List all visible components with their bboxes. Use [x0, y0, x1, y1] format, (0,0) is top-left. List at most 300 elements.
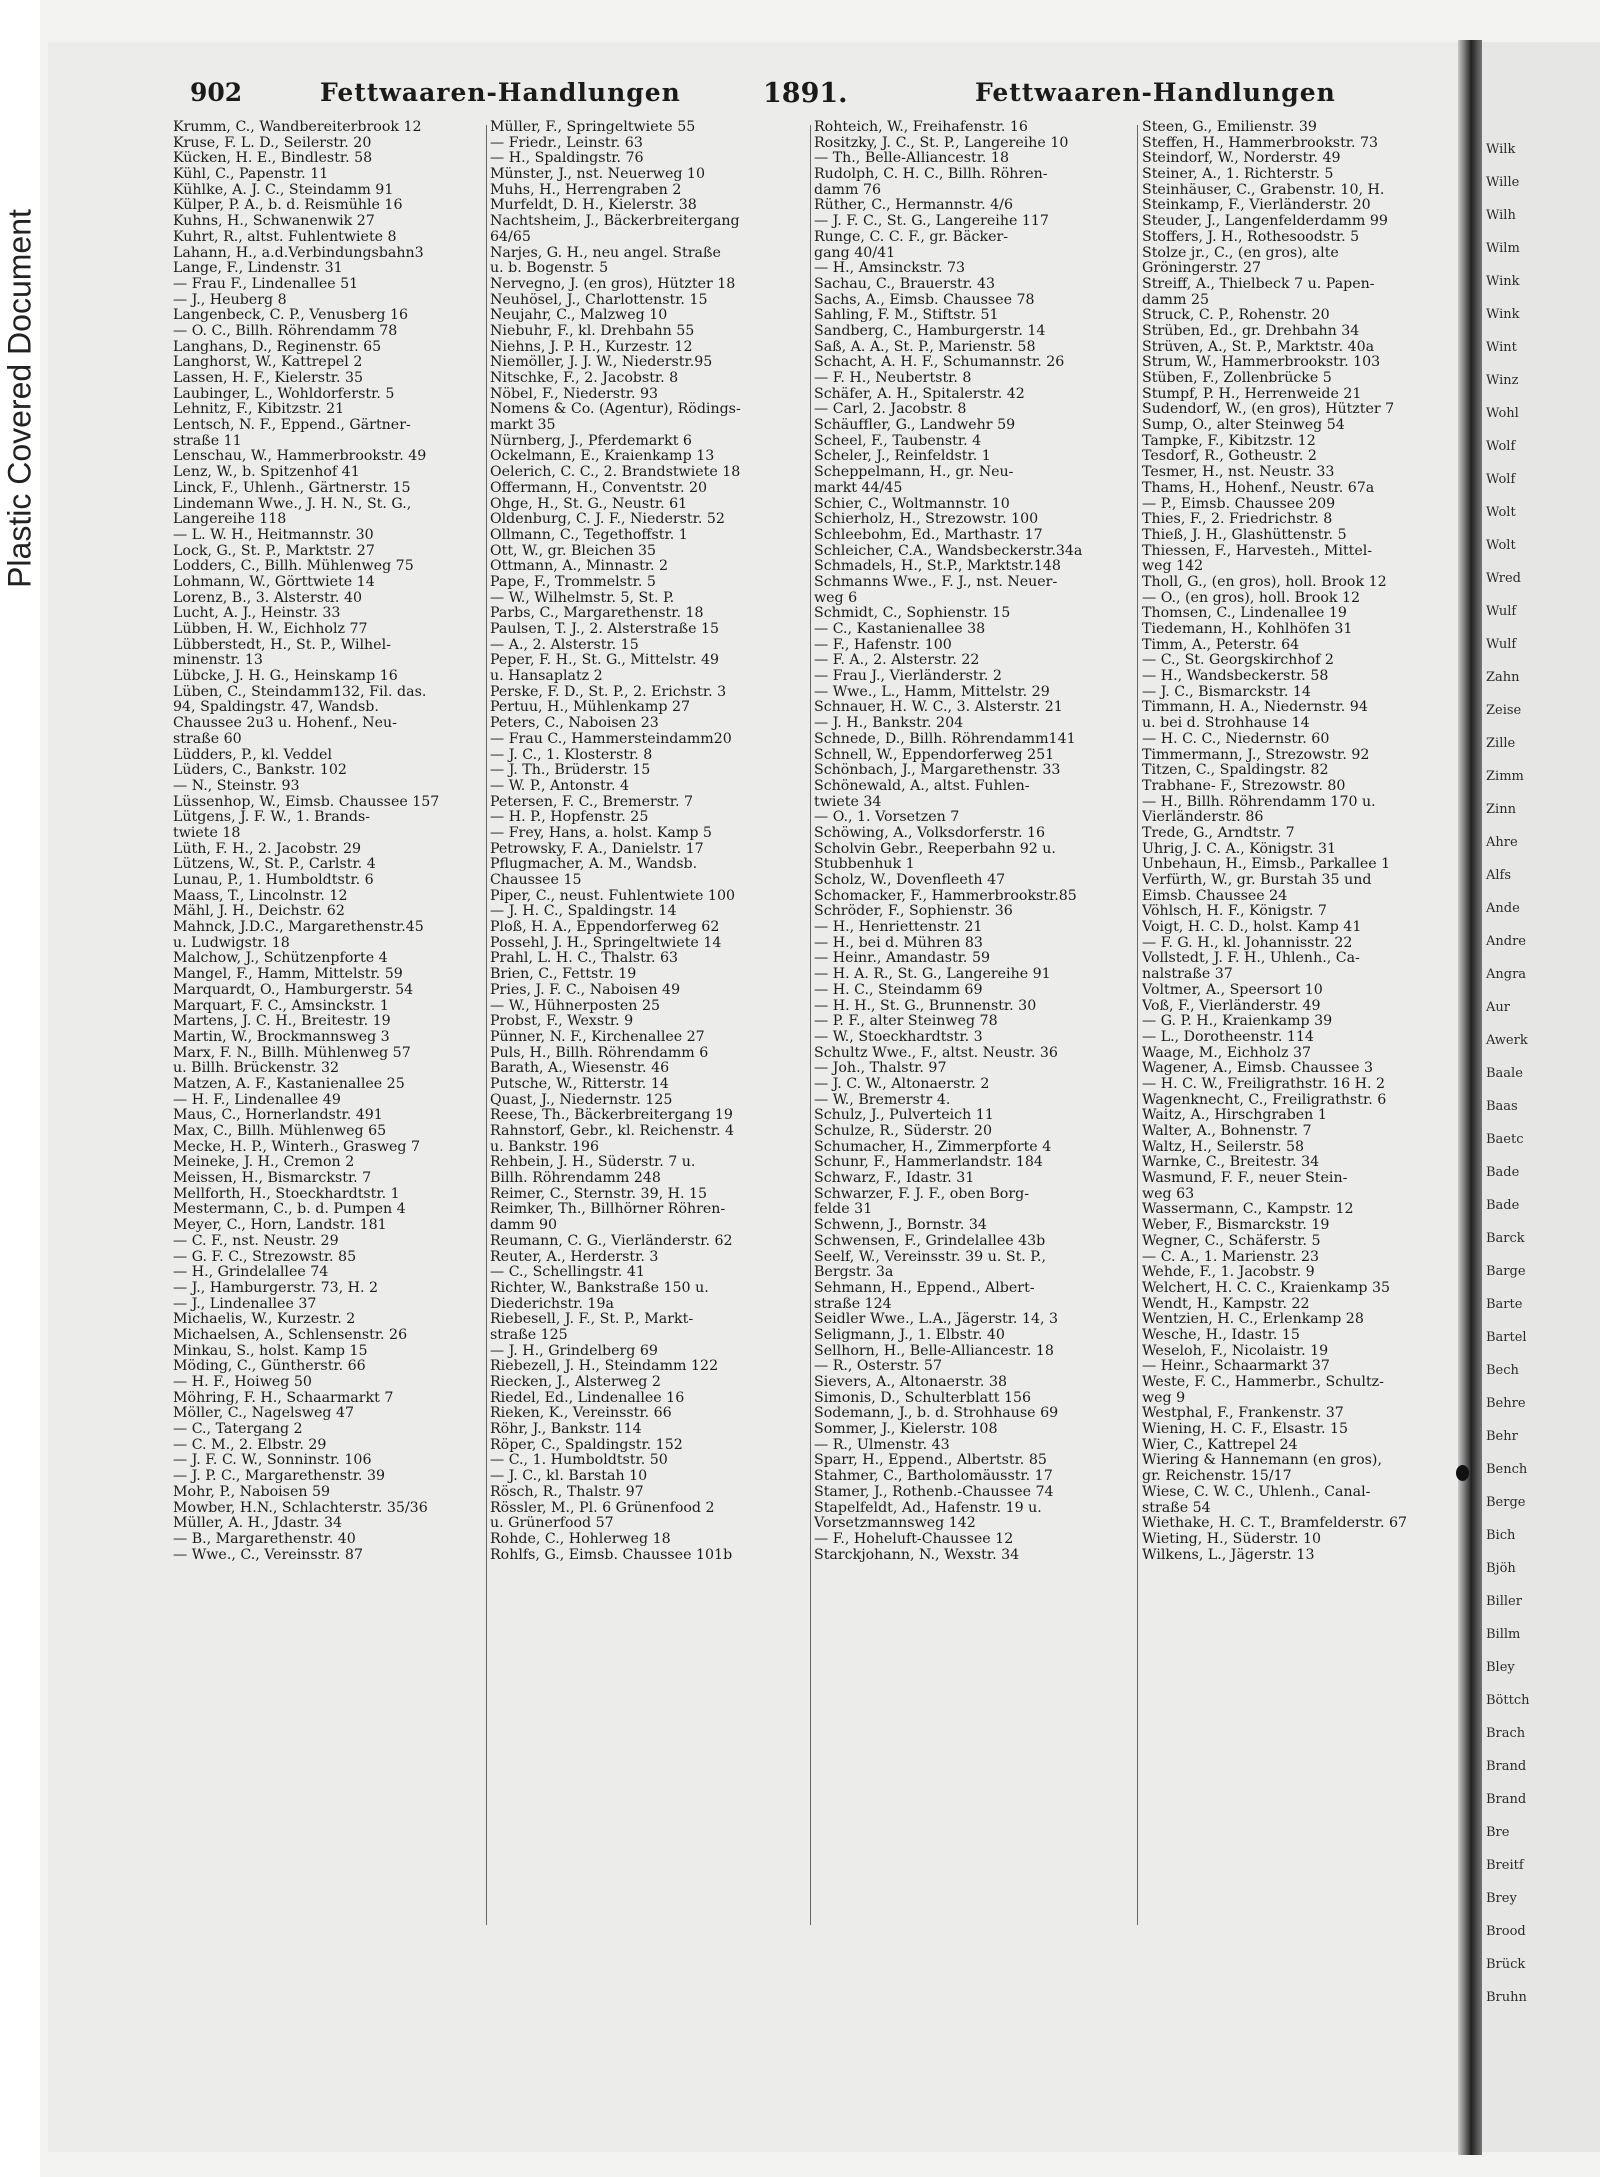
directory-entry: Nöbel, F., Niederstr. 93 [490, 386, 659, 402]
directory-entry: — Wwe., L., Hamm, Mittelstr. 29 [814, 684, 1050, 700]
directory-entry: Eimsb. Chaussee 24 [1142, 888, 1288, 904]
next-page-fragment: Bade [1486, 1198, 1520, 1213]
directory-entry: Schunr, F., Hammerlandstr. 184 [814, 1155, 1043, 1171]
next-page-fragment: Wilm [1486, 241, 1520, 256]
directory-entry: — Joh., Thalstr. 97 [814, 1061, 947, 1077]
directory-entry: Marquardt, O., Hamburgerstr. 54 [173, 982, 414, 998]
directory-entry: Schönbach, J., Margarethenstr. 33 [814, 763, 1061, 779]
directory-entry: Voigt, H. C. D., holst. Kamp 41 [1142, 920, 1362, 936]
directory-entry: straße 60 [173, 731, 242, 747]
directory-entry: Lucht, A. J., Heinstr. 33 [173, 606, 341, 622]
directory-entry: Lübcke, J. H. G., Heinskamp 16 [173, 669, 398, 685]
sidebar-label-strip [0, 0, 40, 2177]
directory-entry: — H. P., Hopfenstr. 25 [490, 810, 649, 826]
next-page-fragment: Wolf [1486, 472, 1516, 487]
directory-entry: — Friedr., Leinstr. 63 [490, 135, 643, 151]
directory-entry: Oelerich, C. C., 2. Brandstwiete 18 [490, 465, 741, 481]
directory-entry: — J. P. C., Margarethenstr. 39 [173, 1469, 386, 1485]
directory-entry: Lorenz, B., 3. Alsterstr. 40 [173, 590, 362, 606]
next-page-fragment: Brey [1486, 1891, 1517, 1906]
next-page-fragment: Baas [1486, 1099, 1518, 1114]
next-page-fragment: Awerk [1486, 1033, 1528, 1048]
directory-entry: gr. Reichenstr. 15/17 [1142, 1469, 1292, 1485]
directory-entry: — H. F., Hoiweg 50 [173, 1375, 312, 1390]
directory-entry: Putsche, W., Ritterstr. 14 [490, 1076, 669, 1092]
directory-entry: Nomens & Co. (Agentur), Rödings- [490, 402, 741, 418]
directory-entry: markt 35 [490, 418, 556, 434]
directory-entry: Schnauer, H. W. C., 3. Alsterstr. 21 [814, 700, 1063, 716]
directory-entry: — C., Schellingstr. 41 [490, 1265, 645, 1281]
directory-column-4 [1142, 120, 1462, 1563]
directory-entry: Schwarzer, F. J. F., oben Borg- [814, 1186, 1030, 1202]
directory-entry: Schnede, D., Billh. Röhrendamm141 [814, 731, 1076, 747]
directory-entry: Schomacker, F., Hammerbrookstr.85 [814, 888, 1077, 904]
next-page-fragment: Wint [1486, 340, 1517, 355]
directory-entry: Schacht, A. H. F., Schumannstr. 26 [814, 355, 1065, 371]
directory-entry: Mähl, J. H., Deichstr. 62 [173, 904, 345, 920]
directory-entry: Chaussee 2u3 u. Hohenf., Neu- [173, 716, 397, 732]
next-page-fragment: Baale [1486, 1066, 1523, 1081]
directory-entry: Krumm, C., Wandbereiterbrook 12 [173, 120, 422, 135]
directory-entry: Peters, C., Naboisen 23 [490, 716, 659, 732]
next-page-fragment: Alfs [1486, 868, 1512, 883]
directory-entry: — W., Hühnerposten 25 [490, 998, 660, 1014]
next-page-fragment: Wilk [1486, 142, 1516, 157]
directory-entry: Wiethake, H. C. T., Bramfelderstr. 67 [1142, 1516, 1408, 1532]
directory-entry: 64/65 [490, 229, 531, 245]
directory-entry: Schmidt, C., Sophienstr. 15 [814, 606, 1011, 622]
directory-entry: — H., Wandsbeckerstr. 58 [1142, 669, 1329, 685]
next-page-fragment: Barck [1486, 1231, 1525, 1246]
directory-entry: Seidler Wwe., L.A., Jägerstr. 14, 3 [814, 1312, 1059, 1328]
directory-entry: — G. F. C., Strezowstr. 85 [173, 1249, 357, 1265]
directory-entry: — W., Wilhelmstr. 5, St. P. [490, 590, 675, 606]
directory-entry: Niemöller, J. J. W., Niederstr.95 [490, 355, 713, 371]
directory-entry: Langhans, D., Reginenstr. 65 [173, 339, 382, 355]
directory-entry: Lock, G., St. P., Marktstr. 27 [173, 543, 375, 559]
directory-entry: Ottmann, A., Minnastr. 2 [490, 559, 669, 575]
directory-entry: Steuder, J., Langenfelderdamm 99 [1142, 214, 1388, 230]
directory-entry: — W. P., Antonstr. 4 [490, 778, 630, 794]
directory-entry: Röhr, J., Bankstr. 114 [490, 1422, 642, 1438]
directory-entry: — H. H., St. G., Brunnenstr. 30 [814, 998, 1037, 1014]
directory-entry: Kuhns, H., Schwanenwik 27 [173, 214, 375, 230]
next-page-fragment: Bartel [1486, 1330, 1527, 1345]
directory-entry: Scheel, F., Taubenstr. 4 [814, 433, 982, 449]
page-number: 902 [190, 78, 243, 107]
directory-entry: Langereihe 118 [173, 512, 287, 528]
directory-entry: Schulze, R., Süderstr. 20 [814, 1124, 992, 1139]
directory-entry: Maass, T., Lincolnstr. 12 [173, 888, 348, 904]
directory-entry: Schultz Wwe., F., altst. Neustr. 36 [814, 1045, 1058, 1061]
directory-entry: Peper, F. H., St. G., Mittelstr. 49 [490, 653, 720, 669]
directory-entry: — B., Margarethenstr. 40 [173, 1531, 356, 1547]
directory-entry: Stoffers, J. H., Rothesoodstr. 5 [1142, 229, 1360, 245]
directory-entry: Steiner, A., 1. Richterstr. 5 [1142, 167, 1334, 183]
directory-entry: Runge, C. C. F., gr. Bäcker- [814, 229, 1009, 245]
directory-entry: Möller, C., Nagelsweg 47 [173, 1406, 355, 1422]
directory-entry: Sandberg, C., Hamburgerstr. 14 [814, 323, 1046, 339]
directory-entry: Lenschau, W., Hammerbrookstr. 49 [173, 449, 427, 465]
directory-entry: Nürnberg, J., Pferdemarkt 6 [490, 433, 692, 449]
directory-entry: Mohr, P., Naboisen 59 [173, 1484, 331, 1500]
directory-entry: Lenz, W., b. Spitzenhof 41 [173, 465, 360, 481]
directory-entry: — O., (en gros), holl. Brook 12 [1142, 590, 1361, 606]
directory-entry: Scholvin Gebr., Reeperbahn 92 u. [814, 841, 1056, 857]
directory-entry: Thams, H., Hohenf., Neustr. 67a [1142, 480, 1375, 496]
next-page-fragment: Zeise [1486, 703, 1522, 718]
directory-entry: Schleicher, C.A., Wandsbeckerstr.34a [814, 543, 1083, 559]
directory-entry: — C. M., 2. Elbstr. 29 [173, 1437, 327, 1453]
directory-entry: Lehnitz, F., Kibitzstr. 21 [173, 402, 345, 418]
directory-entry: Stumpf, P. H., Herrenweide 21 [1142, 386, 1362, 402]
directory-entry: Vierländerstr. 86 [1142, 810, 1264, 826]
directory-entry: Weber, F., Bismarckstr. 19 [1142, 1218, 1330, 1234]
directory-entry: Steindorf, W., Norderstr. 49 [1142, 151, 1341, 167]
directory-entry: Tesmer, H., nst. Neustr. 33 [1142, 465, 1335, 481]
directory-entry: — H. C., Steindamm 69 [814, 982, 983, 998]
directory-entry: Murfeldt, D. H., Kielerstr. 38 [490, 198, 697, 214]
directory-entry: — J. H., Bankstr. 204 [814, 716, 964, 732]
next-page-fragment: Bade [1486, 1165, 1520, 1180]
directory-entry: Puls, H., Billh. Röhrendamm 6 [490, 1045, 709, 1061]
directory-entry: Wegner, C., Schäferstr. 5 [1142, 1233, 1321, 1249]
next-page-fragment: Bech [1486, 1363, 1519, 1378]
directory-entry: Vorsetzmannsweg 142 [814, 1516, 976, 1532]
directory-entry: Mestermann, C., b. d. Pumpen 4 [173, 1202, 406, 1218]
directory-entry: Streiff, A., Thielbeck 7 u. Papen- [1142, 276, 1375, 292]
directory-entry: Wasmund, F. F., neuer Stein- [1142, 1171, 1348, 1187]
directory-entry: u. Hansaplatz 2 [490, 669, 603, 685]
next-page-fragment: Andre [1486, 934, 1526, 949]
next-page-fragment: Wulf [1486, 637, 1517, 652]
directory-entry: Parbs, C., Margarethenstr. 18 [490, 606, 704, 622]
directory-entry: Waltz, H., Seilerstr. 58 [1142, 1139, 1305, 1155]
directory-entry: Oldenburg, C. J. F., Niederstr. 52 [490, 512, 725, 528]
directory-entry: Ohge, H., St. G., Neustr. 61 [490, 496, 688, 512]
directory-entry: — Carl, 2. Jacobstr. 8 [814, 402, 967, 418]
directory-entry: u. b. Bogenstr. 5 [490, 261, 609, 277]
directory-entry: Ollmann, C., Tegethoffstr. 1 [490, 527, 688, 543]
directory-entry: Trabhane- F., Strezowstr. 80 [1142, 778, 1346, 794]
directory-entry: Mangel, F., Hamm, Mittelstr. 59 [173, 967, 403, 983]
directory-entry: Schwarz, F., Idastr. 31 [814, 1171, 975, 1187]
directory-entry: Sommer, J., Kielerstr. 108 [814, 1422, 998, 1438]
directory-entry: twiete 34 [814, 794, 882, 810]
next-page-fragment: Wohl [1486, 406, 1519, 421]
directory-entry: Schierholz, H., Strezowstr. 100 [814, 512, 1039, 528]
directory-entry: — F. G. H., kl. Johannisstr. 22 [1142, 935, 1353, 951]
directory-entry: Schwenn, J., Bornstr. 34 [814, 1218, 987, 1234]
directory-entry: Stolze jr., C., (en gros), alte [1142, 245, 1339, 261]
directory-entry: Stapelfeldt, Ad., Hafenstr. 19 u. [814, 1500, 1042, 1516]
directory-entry: Chaussee 15 [490, 873, 582, 888]
directory-entry: Külper, P. A., b. d. Reismühle 16 [173, 198, 403, 214]
next-page-fragment: Bley [1486, 1660, 1515, 1675]
directory-entry: Sudendorf, W., (en gros), Hützter 7 [1142, 402, 1395, 418]
directory-entry: Wiening, H. C. F., Elsastr. 15 [1142, 1422, 1349, 1438]
directory-entry: Martens, J. C. H., Breitestr. 19 [173, 1014, 391, 1030]
directory-entry: Wentzien, H. C., Erlenkamp 28 [1142, 1312, 1364, 1328]
directory-entry: Petrowsky, F. A., Danielstr. 17 [490, 841, 704, 857]
directory-entry: Thieß, J. H., Glashüttenstr. 5 [1142, 527, 1347, 543]
directory-entry: Schleebohm, Ed., Marthastr. 17 [814, 527, 1043, 543]
directory-entry: Reese, Th., Bäckerbreitergang 19 [490, 1108, 733, 1124]
directory-entry: — C., St. Georgskirchhof 2 [1142, 653, 1334, 669]
directory-entry: Wier, C., Kattrepel 24 [1142, 1437, 1298, 1453]
directory-entry: Richter, W., Bankstraße 150 u. [490, 1280, 709, 1296]
directory-entry: Lütgens, J. F. W., 1. Brands- [173, 810, 371, 826]
directory-entry: — H. C. W., Freiligrathstr. 16 H. 2 [1142, 1076, 1386, 1092]
directory-entry: Westphal, F., Frankenstr. 37 [1142, 1406, 1344, 1422]
directory-entry: — L. W. H., Heitmannstr. 30 [173, 527, 374, 543]
directory-entry: Lüders, C., Bankstr. 102 [173, 763, 347, 779]
directory-entry: — W., Bremerstr 4. [814, 1092, 951, 1108]
directory-entry: Strüven, A., St. P., Marktstr. 40a [1142, 339, 1375, 355]
directory-entry: u. Bankstr. 196 [490, 1139, 600, 1155]
next-page-fragment: Wink [1486, 274, 1520, 289]
next-page-fragment: Wulf [1486, 604, 1517, 619]
directory-entry: Tesdorf, R., Gotheustr. 2 [1142, 449, 1317, 465]
directory-entry: Mahnck, J.D.C., Margarethenstr.45 [173, 920, 424, 936]
directory-entry: Schönewald, A., altst. Fuhlen- [814, 778, 1030, 794]
directory-entry: Struck, C. P., Rohenstr. 20 [1142, 308, 1330, 324]
directory-entry: Max, C., Billh. Mühlenweg 65 [173, 1124, 387, 1139]
directory-entry: Steinkamp, F., Vierländerstr. 20 [1142, 198, 1371, 214]
next-page-fragment: Behr [1486, 1429, 1518, 1444]
directory-entry: Possehl, J. H., Springeltwiete 14 [490, 935, 722, 951]
directory-entry: — L., Dorotheenstr. 114 [1142, 1029, 1314, 1045]
next-page-fragment: Barge [1486, 1264, 1526, 1279]
directory-entry: Stamer, J., Rothenb.-Chaussee 74 [814, 1484, 1054, 1500]
directory-entry: Voltmer, A., Speersort 10 [1142, 982, 1323, 998]
directory-entry: Steinhäuser, C., Grabenstr. 10, H. [1142, 182, 1385, 198]
directory-entry: Narjes, G. H., neu angel. Straße [490, 245, 721, 261]
directory-entry: Wassermann, C., Kampstr. 12 [1142, 1202, 1354, 1218]
next-page-fragment: Billm [1486, 1627, 1521, 1642]
directory-entry: Rösch, R., Thalstr. 97 [490, 1484, 644, 1500]
directory-entry: Münster, J., nst. Neuerweg 10 [490, 167, 705, 183]
directory-entry: — G. P. H., Kraienkamp 39 [1142, 1014, 1333, 1030]
directory-entry: Strum, W., Hammerbrookstr. 103 [1142, 355, 1381, 371]
directory-entry: Niehns, J. P. H., Kurzestr. 12 [490, 339, 693, 355]
directory-entry: Rüther, C., Hermannstr. 4/6 [814, 198, 1013, 214]
directory-entry: Schäuffler, G., Landwehr 59 [814, 418, 1016, 434]
directory-entry: Reimker, Th., Billhörner Röhren- [490, 1202, 726, 1218]
next-page-fragment: Bre [1486, 1825, 1510, 1840]
directory-entry: Unbehaun, H., Eimsb., Parkallee 1 [1142, 857, 1391, 873]
directory-entry: straße 54 [1142, 1500, 1211, 1516]
directory-entry: Saß, A. A., St. P., Marienstr. 58 [814, 339, 1036, 355]
directory-entry: Reuter, A., Herderstr. 3 [490, 1249, 659, 1265]
directory-entry: — H., Henriettenstr. 21 [814, 920, 983, 936]
directory-entry: Waitz, A., Hirschgraben 1 [1142, 1108, 1327, 1124]
year-heading: 1891. [763, 78, 848, 109]
directory-entry: — H. A. R., St. G., Langereihe 91 [814, 967, 1051, 983]
directory-entry: Lohmann, W., Görttwiete 14 [173, 574, 375, 590]
directory-entry: Weseloh, F., Nicolaistr. 19 [1142, 1343, 1329, 1359]
directory-entry: — H., Grindelallee 74 [173, 1265, 329, 1281]
directory-entry: — J. C., Bismarckstr. 14 [1142, 684, 1311, 700]
directory-entry: Thies, F., 2. Friedrichstr. 8 [1142, 512, 1333, 528]
directory-entry: — N., Steinstr. 93 [173, 778, 300, 794]
directory-entry: nalstraße 37 [1142, 967, 1233, 983]
directory-entry: — H., Spaldingstr. 76 [490, 151, 644, 167]
directory-entry: — A., 2. Alsterstr. 15 [490, 637, 639, 653]
directory-entry: Pflugmacher, A. M., Wandsb. [490, 857, 698, 873]
directory-entry: Billh. Röhrendamm 248 [490, 1171, 661, 1187]
next-page-fragment: Bjöh [1486, 1561, 1516, 1576]
directory-entry: Ott, W., gr. Bleichen 35 [490, 543, 657, 559]
directory-entry: Langenbeck, C. P., Venusberg 16 [173, 308, 409, 324]
directory-entry: Neuhösel, J., Charlottenstr. 15 [490, 292, 708, 308]
binding-hole [1456, 1465, 1469, 1481]
directory-entry: — J. F. C., St. G., Langereihe 117 [814, 214, 1049, 230]
directory-entry: Petersen, F. C., Bremerstr. 7 [490, 794, 694, 810]
directory-entry: Stahmer, C., Bartholomäusstr. 17 [814, 1469, 1053, 1485]
directory-entry: Sachau, C., Brauerstr. 43 [814, 276, 996, 292]
next-page-fragment: Zinn [1486, 802, 1516, 817]
next-page-fragment: Bruhn [1486, 1990, 1527, 2005]
directory-entry: Prahl, L. H. C., Thalstr. 63 [490, 951, 679, 967]
directory-entry: Lindemann Wwe., J. H. N., St. G., [173, 496, 412, 512]
directory-entry: Quast, J., Niedernstr. 125 [490, 1092, 673, 1108]
next-page-fragment: Ahre [1486, 835, 1518, 850]
directory-entry: Pries, J. F. C., Naboisen 49 [490, 982, 681, 998]
directory-entry: Linck, F., Uhlenh., Gärtnerstr. 15 [173, 480, 411, 496]
directory-entry: Thiessen, F., Harvesteh., Mittel- [1142, 543, 1373, 559]
next-page-fragment: Biller [1486, 1594, 1522, 1609]
directory-entry: Lüth, F. H., 2. Jacobstr. 29 [173, 841, 362, 857]
next-page-fragment: Wolf [1486, 439, 1516, 454]
next-page-fragment: Brach [1486, 1726, 1526, 1741]
directory-entry: — R., Ulmenstr. 43 [814, 1437, 950, 1453]
directory-entry: Ploß, H. A., Eppendorferweg 62 [490, 920, 720, 936]
directory-entry: — F., Hafenstr. 100 [814, 637, 952, 653]
directory-entry: — H., bei d. Mühren 83 [814, 935, 983, 951]
directory-entry: Ockelmann, E., Kraienkamp 13 [490, 449, 715, 465]
directory-entry: Reumann, C. G., Vierländerstr. 62 [490, 1233, 733, 1249]
directory-entry: — O., 1. Vorsetzen 7 [814, 810, 960, 826]
directory-entry: Vollstedt, J. F. H., Uhlenh., Ca- [1142, 951, 1360, 967]
directory-entry: — F., Hoheluft-Chaussee 12 [814, 1531, 1014, 1547]
directory-entry: 94, Spaldingstr. 47, Wandsb. [173, 700, 379, 716]
directory-entry: — C. F., nst. Neustr. 29 [173, 1233, 339, 1249]
directory-entry: Timmermann, J., Strezowstr. 92 [1142, 747, 1370, 763]
directory-entry: — P. F., alter Steinweg 78 [814, 1014, 998, 1030]
directory-entry: Sellhorn, H., Belle-Alliancestr. 18 [814, 1343, 1054, 1359]
directory-entry: Martin, W., Brockmannsweg 3 [173, 1029, 390, 1045]
directory-entry: Kühl, C., Papenstr. 11 [173, 167, 329, 183]
directory-entry: Lübberstedt, H., St. P., Wilhel- [173, 637, 391, 653]
directory-entry: Rudolph, C. H. C., Billh. Röhren- [814, 167, 1048, 183]
directory-entry: markt 44/45 [814, 480, 903, 496]
directory-entry: weg 63 [1142, 1186, 1195, 1202]
directory-entry: Pünner, N. F., Kirchenallee 27 [490, 1029, 705, 1045]
directory-entry: — Heinr., Schaarmarkt 37 [1142, 1359, 1330, 1375]
directory-entry: — Wwe., C., Vereinsstr. 87 [173, 1547, 363, 1563]
directory-entry: Langhorst, W., Kattrepel 2 [173, 355, 363, 371]
directory-entry: Wieting, H., Süderstr. 10 [1142, 1531, 1322, 1547]
next-page-fragment: Winz [1486, 373, 1519, 388]
directory-entry: Rössler, M., Pl. 6 Grünenfood 2 [490, 1500, 715, 1516]
directory-entry: — J., Heuberg 8 [173, 292, 287, 308]
directory-entry: weg 142 [1142, 559, 1204, 575]
directory-entry: Wilkens, L., Jägerstr. 13 [1142, 1547, 1315, 1563]
directory-entry: — J. F. C. W., Sonninstr. 106 [173, 1453, 372, 1469]
directory-entry: Mellforth, H., Stoeckhardtstr. 1 [173, 1186, 400, 1202]
directory-entry: Meineke, J. H., Cremon 2 [173, 1155, 355, 1171]
directory-entry: Wiering & Hannemann (en gros), [1142, 1453, 1382, 1469]
directory-entry: Schnell, W., Eppendorferweg 251 [814, 747, 1055, 763]
directory-entry: Schöwing, A., Volksdorferstr. 16 [814, 825, 1046, 841]
directory-entry: Reimer, C., Sternstr. 39, H. 15 [490, 1186, 708, 1202]
directory-entry: Maus, C., Hornerlandstr. 491 [173, 1108, 383, 1124]
directory-entry: Lange, F., Lindenstr. 31 [173, 261, 343, 277]
directory-entry: Schier, C., Woltmannstr. 10 [814, 496, 1010, 512]
directory-entry: Stubbenhuk 1 [814, 857, 915, 873]
directory-entry: Scheppelmann, H., gr. Neu- [814, 465, 1014, 481]
directory-entry: Vöhlsch, H. F., Königstr. 7 [1142, 904, 1327, 920]
directory-entry: Wagener, A., Eimsb. Chaussee 3 [1142, 1061, 1374, 1077]
directory-entry: Niebuhr, F., kl. Drehbahn 55 [490, 323, 695, 339]
directory-entry: — F. A., 2. Alsterstr. 22 [814, 653, 980, 669]
directory-entry: Perske, F. D., St. P., 2. Erichstr. 3 [490, 684, 727, 700]
directory-entry: Rohteich, W., Freihafenstr. 16 [814, 120, 1028, 135]
directory-entry: — J. H., Grindelberg 69 [490, 1343, 658, 1359]
directory-entry: — Th., Belle-Alliancestr. 18 [814, 151, 1009, 167]
directory-entry: Warnke, C., Breitestr. 34 [1142, 1155, 1320, 1171]
left-running-title: Fettwaaren-Handlungen [320, 78, 681, 107]
directory-entry: Rohde, C., Hohlerweg 18 [490, 1531, 671, 1547]
directory-entry: Minkau, S., holst. Kamp 15 [173, 1343, 368, 1359]
directory-entry: Laubinger, L., Wohldorferstr. 5 [173, 386, 395, 402]
next-page-fragment: Brood [1486, 1924, 1526, 1939]
directory-entry: Müller, A. H., Jdastr. 34 [173, 1516, 343, 1532]
directory-entry: Walter, A., Bohnenstr. 7 [1142, 1124, 1312, 1139]
directory-entry: Welchert, H. C. C., Kraienkamp 35 [1142, 1280, 1391, 1296]
directory-entry: Waage, M., Eichholz 37 [1142, 1045, 1312, 1061]
directory-entry: Röper, C., Spaldingstr. 152 [490, 1437, 683, 1453]
directory-entry: Malchow, J., Schützenpforte 4 [173, 951, 388, 967]
directory-entry: Meyer, C., Horn, Landstr. 181 [173, 1218, 387, 1234]
directory-entry: Steffen, H., Hammerbrookstr. 73 [1142, 135, 1379, 151]
directory-entry: Pape, F., Trommelstr. 5 [490, 574, 656, 590]
directory-entry: Scholz, W., Dovenfleeth 47 [814, 873, 1006, 888]
directory-entry: — R., Osterstr. 57 [814, 1359, 942, 1375]
directory-entry: Mecke, H. P., Winterh., Grasweg 7 [173, 1139, 421, 1155]
directory-entry: Kühlke, A. J. C., Steindamm 91 [173, 182, 394, 198]
next-page-fragment: Wred [1486, 571, 1522, 586]
directory-entry: Wesche, H., Idastr. 15 [1142, 1327, 1300, 1343]
directory-entry: Rieken, K., Vereinsstr. 66 [490, 1406, 672, 1422]
directory-entry: Scheler, J., Reinfeldstr. 1 [814, 449, 991, 465]
directory-entry: — H. C. C., Niedernstr. 60 [1142, 731, 1330, 747]
directory-entry: — Heinr., Amandastr. 59 [814, 951, 991, 967]
directory-entry: damm 90 [490, 1218, 558, 1234]
directory-entry: — Frey, Hans, a. holst. Kamp 5 [490, 825, 712, 841]
directory-entry: — C., 1. Humboldtstr. 50 [490, 1453, 668, 1469]
directory-entry: Wendt, H., Kampstr. 22 [1142, 1296, 1310, 1312]
directory-entry: Marquart, F. C., Amsinckstr. 1 [173, 998, 389, 1014]
next-page-fragment: Bich [1486, 1528, 1516, 1543]
directory-entry: Lüben, C., Steindamm132, Fil. das. [173, 684, 427, 700]
directory-column-3 [814, 120, 1144, 1563]
directory-entry: Nitschke, F., 2. Jacobstr. 8 [490, 371, 679, 386]
directory-entry: — P., Eimsb. Chaussee 209 [1142, 496, 1336, 512]
directory-entry: Weste, F. C., Hammerbr., Schultz- [1142, 1375, 1384, 1390]
right-running-title: Fettwaaren-Handlungen [975, 78, 1336, 107]
